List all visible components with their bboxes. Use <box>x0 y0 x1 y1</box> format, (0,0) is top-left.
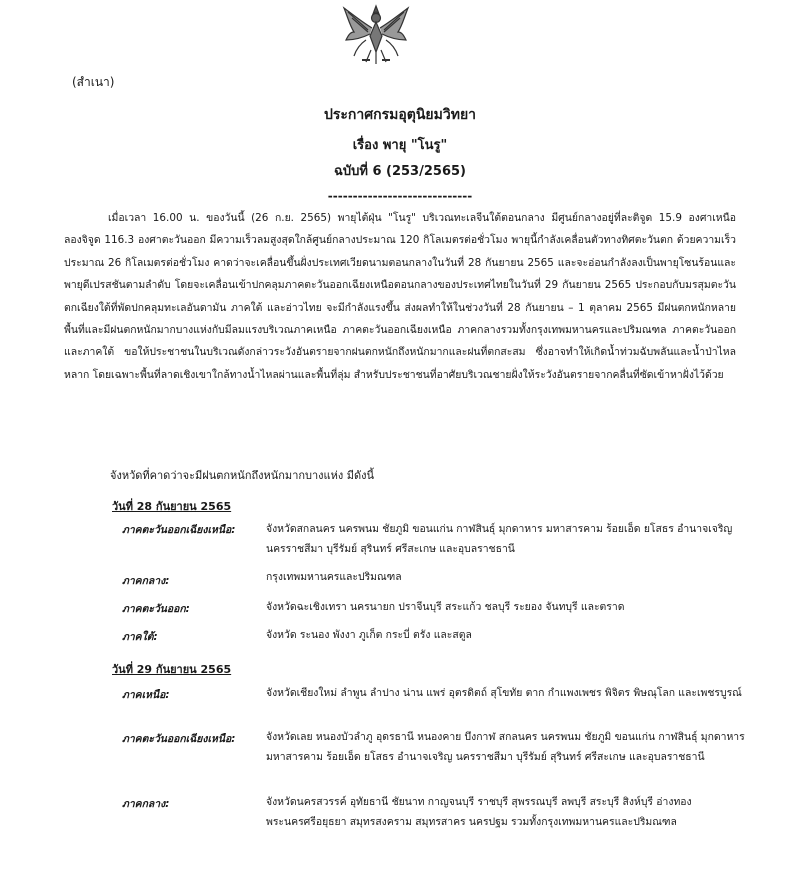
announcement-subject: เรื่อง พายุ "โนรู" <box>352 138 448 153</box>
divider: ----------------------------- <box>327 189 473 203</box>
region-label: ภาคเหนือ: <box>122 689 170 701</box>
region-label: ภาคกลาง: <box>122 575 170 587</box>
province-list: จังหวัดเลย หนองบัวลำภู อุดรธานี หนองคาย บึงกาฬ สกลนคร นครพนม ชัยภูมิ ขอนแก่น กาฬสินธุ์ มุกดาหาร มหาสารคาม ร้อยเอ็ด ยโสธร อำนาจเจริญ นครราชสีมา บุรีรัมย์ สุรินทร์ ศรีสะเกษ และอุบลราชธานี <box>266 731 745 763</box>
province-list: จังหวัดฉะเชิงเทรา นครนายก ปราจีนบุรี สระแก้ว ชลบุรี ระยอง จันทบุรี และตราด <box>266 601 625 613</box>
province-list: กรุงเทพมหานครและปริมณฑล <box>266 571 402 583</box>
garuda-emblem <box>340 2 412 68</box>
announcement-title: ประกาศกรมอุตุนิยมวิทยา <box>323 107 477 123</box>
region-label: ภาคตะวันออกเฉียงเหนือ: <box>122 524 236 536</box>
province-list: จังหวัดนครสวรรค์ อุทัยธานี ชัยนาท กาญจนบุรี ราชบุรี สุพรรณบุรี ลพบุรี สระบุรี สิงห์บุรี อ่างทอง พระนครศรีอยุธยา สมุทรสงคราม สมุทรสาคร นครปฐม รวมทั้งกรุงเทพมหานครและปริมณฑล <box>266 796 692 828</box>
date-heading: วันที่ 28 กันยายน 2565 <box>112 500 232 513</box>
region-label: ภาคใต้: <box>122 631 158 643</box>
province-list: จังหวัด ระนอง พังงา ภูเก็ต กระบี่ ตรัง และสตูล <box>266 629 472 641</box>
region-label: ภาคกลาง: <box>122 798 170 810</box>
province-list-intro: จังหวัดที่คาดว่าจะมีฝนตกหนักถึงหนักมากบางแห่ง มีดังนี้ <box>110 469 375 482</box>
issue-number: ฉบับที่ 6 (253/2565) <box>334 164 466 179</box>
region-label: ภาคตะวันออก: <box>122 603 190 615</box>
region-label: ภาคตะวันออกเฉียงเหนือ: <box>122 733 236 745</box>
body-paragraph: เมื่อเวลา 16.00 น. ของวันนี้ (26 ก.ย. 2565) พายุไต้ฝุ่น "โนรู" บริเวณทะเลจีนใต้ตอนกลาง มีศูนย์กลางอยู่ที่ละติจูด 15.9 องศาเหนือ ลองจิจูด 116.3 องศาตะวันออก มีความเร็วลมสูงสุดใกล้ศูนย์กลางประมาณ 120 กิโลเมตรต่อชั่วโมง พายุนี้กำลังเคลื่อนตัวทางทิศตะวันตก ด้วยความเร็วประมาณ 26 กิโลเมตรต่อชั่วโมง คาดว่าจะเคลื่อนขึ้นฝั่งประเทศเวียดนามตอนกลางในวันที่ 28 กันยายน 2565 และจะอ่อนกำลังลงเป็นพายุโซนร้อนและพายุดีเปรสชันตามลำดับ โดยจะเคลื่อนเข้าปกคลุมภาคตะวันออกเฉียงเหนือตอนกลางของประเทศไทยในวันที่ 29 กันยายน 2565 ประกอบกับมรสุมตะวันตกเฉียงใต้ที่พัดปกคลุมทะเลอันดามัน ภาคใต้ และอ่าวไทย จะมีกำลังแรงขึ้น ส่งผลทำให้ในช่วงวันที่ 28 กันยายน – 1 ตุลาคม 2565 มีฝนตกหนักหลายพื้นที่และมีฝนตกหนักมากบางแห่งกับมีลมแรงบริเวณภาคเหนือ ภาคตะวันออกเฉียงเหนือ ภาคกลางรวมทั้งกรุงเทพมหานครและปริมณฑล ภาคตะวันออก และภาคใต้ ขอให้ประชาชนในบริเวณดังกล่าวระวังอันตรายจากฝนตกหนักถึงหนักมากและฝนที่ตกสะสม ซึ่งอาจทำให้เกิดน้ำท่วมฉับพลันและน้ำป่าไหลหลาก โดยเฉพาะพื้นที่ลาดเชิงเขาใกล้ทางน้ำไหลผ่านและพื้นที่ลุ่ม สำหรับประชาชนที่อาศัยบริเวณชายฝั่งให้ระวังอันตรายจากคลื่นที่ซัดเข้าหาฝั่งไว้ด้วย <box>64 212 736 381</box>
province-list: จังหวัดสกลนคร นครพนม ชัยภูมิ ขอนแก่น กาฬสินธุ์ มุกดาหาร มหาสารคาม ร้อยเอ็ด ยโสธร อำนาจเจริญ นครราชสีมา บุรีรัมย์ สุรินทร์ ศรีสะเกษ และอุบลราชธานี <box>266 523 733 555</box>
province-list: จังหวัดเชียงใหม่ ลำพูน ลำปาง น่าน แพร่ อุตรดิตถ์ สุโขทัย ตาก กำแพงเพชร พิจิตร พิษณุโลก และเพชรบูรณ์ <box>266 687 742 699</box>
copy-label: (สำเนา) <box>72 75 115 89</box>
date-heading: วันที่ 29 กันยายน 2565 <box>112 663 232 676</box>
